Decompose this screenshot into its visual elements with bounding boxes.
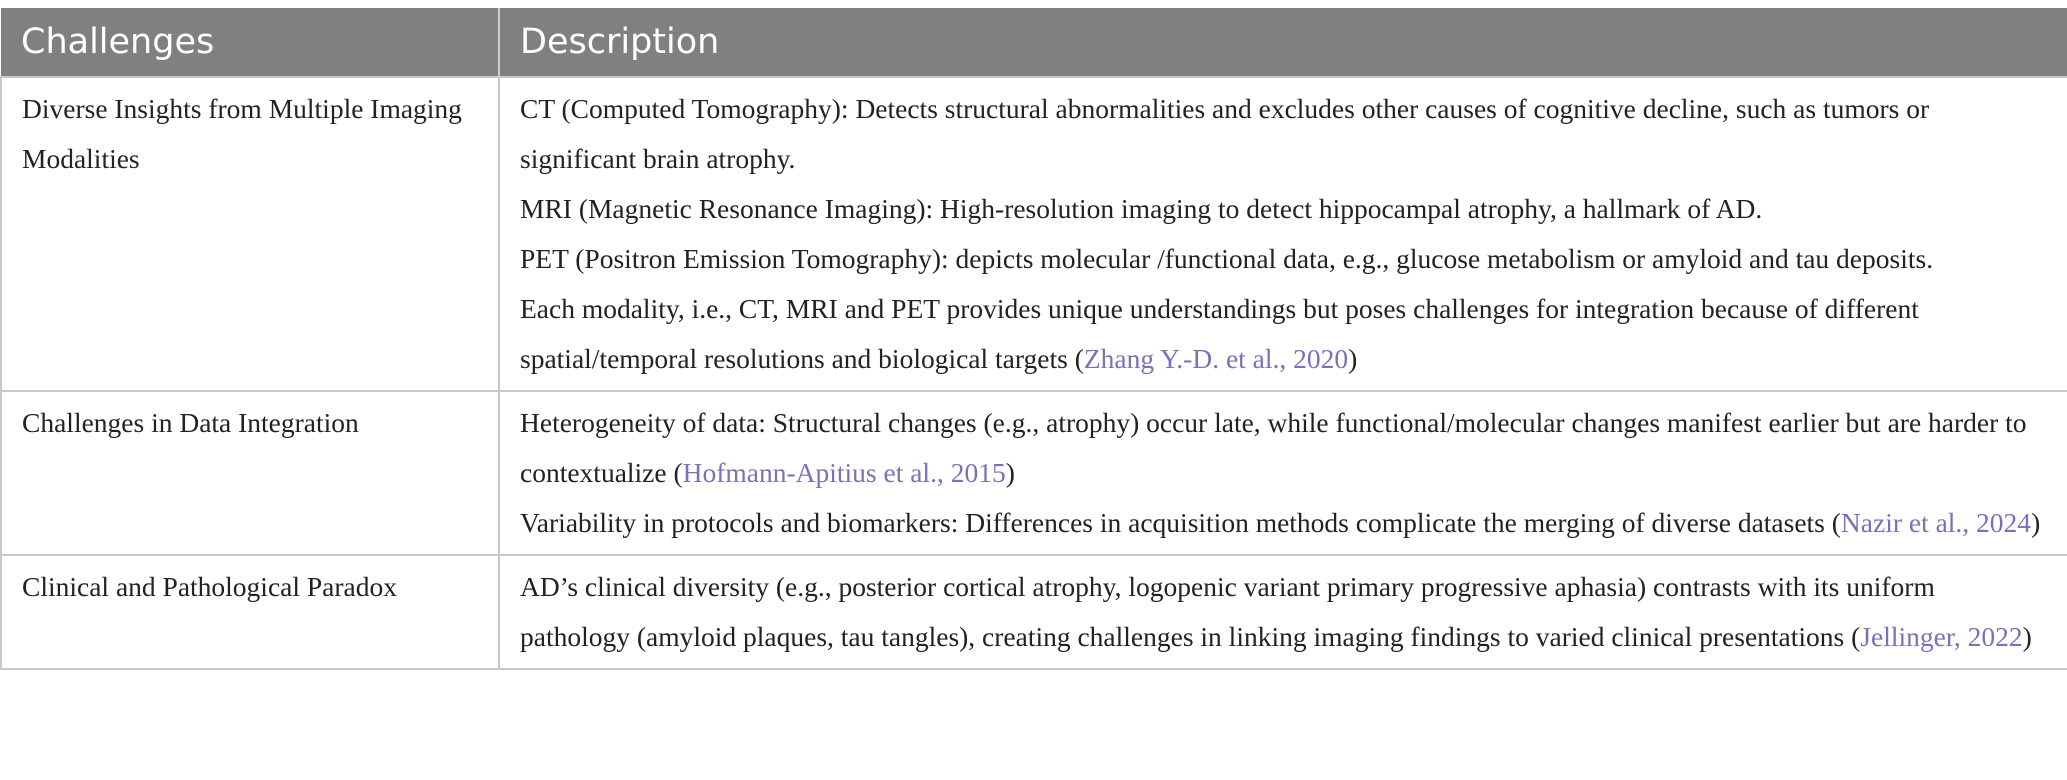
- text-segment: Heterogeneity of data: Structural changes (e.g., atrophy) occur late, while functional/molecular changes manifest earlier but are harder to contextualize (: [520, 407, 2027, 488]
- text-segment: ): [2031, 507, 2041, 538]
- description-line-heterogeneity: [520, 398, 2049, 498]
- description-line-each: [520, 284, 2049, 384]
- header-challenges: Challenges: [1, 8, 499, 77]
- table-row: [1, 77, 2067, 391]
- table-row: [1, 555, 2067, 669]
- description-cell: [499, 77, 2067, 391]
- description-cell: [499, 555, 2067, 669]
- header-description: Description: [499, 8, 2067, 77]
- citation-link[interactable]: Zhang Y.-D. et al., 2020: [1083, 343, 1349, 374]
- text-segment: Variability in protocols and biomarkers: Differences in acquisition methods complicate the merging of diverse datasets (: [520, 507, 1841, 538]
- description-line-paradox: [520, 562, 2049, 662]
- description-line-pet: PET (Positron Emission Tomography): depicts molecular /functional data, e.g., glucose metabolism or amyloid and tau deposits.: [520, 243, 1934, 274]
- table-row: [1, 391, 2067, 555]
- table-header: [1, 8, 2067, 77]
- citation-link[interactable]: Hofmann-Apitius et al., 2015: [682, 457, 1006, 488]
- text-segment: ): [1005, 457, 1015, 488]
- challenge-cell: Clinical and Pathological Paradox: [1, 555, 499, 669]
- text-segment: ): [2022, 621, 2032, 652]
- description-line-ct: CT (Computed Tomography): Detects structural abnormalities and excludes other causes of cognitive decline, such as tumors or significant brain atrophy.: [520, 93, 1930, 174]
- text-segment: Each modality, i.e., CT, MRI and PET provides unique understandings but poses challenges for integration because of different spatial/temporal resolutions and biological targets (: [520, 293, 1919, 374]
- description-line-variability: [520, 498, 2049, 548]
- text-segment: AD’s clinical diversity (e.g., posterior cortical atrophy, logopenic variant primary progressive aphasia) contrasts with its uniform pathology (amyloid plaques, tau tangles), creating challenges in linking imaging findings to varied clinical presentations (: [520, 571, 1935, 652]
- challenges-table-container: [0, 8, 2067, 670]
- description-cell: [499, 391, 2067, 555]
- citation-link[interactable]: Jellinger, 2022: [1860, 621, 2023, 652]
- challenge-cell: Diverse Insights from Multiple Imaging Modalities: [1, 77, 499, 391]
- challenge-cell: Challenges in Data Integration: [1, 391, 499, 555]
- text-segment: ): [1348, 343, 1358, 374]
- challenges-table: [0, 8, 2067, 670]
- description-line-mri: MRI (Magnetic Resonance Imaging): High-resolution imaging to detect hippocampal atrophy, a hallmark of AD.: [520, 193, 1763, 224]
- header-row: [1, 8, 2067, 77]
- citation-link[interactable]: Nazir et al., 2024: [1840, 507, 2032, 538]
